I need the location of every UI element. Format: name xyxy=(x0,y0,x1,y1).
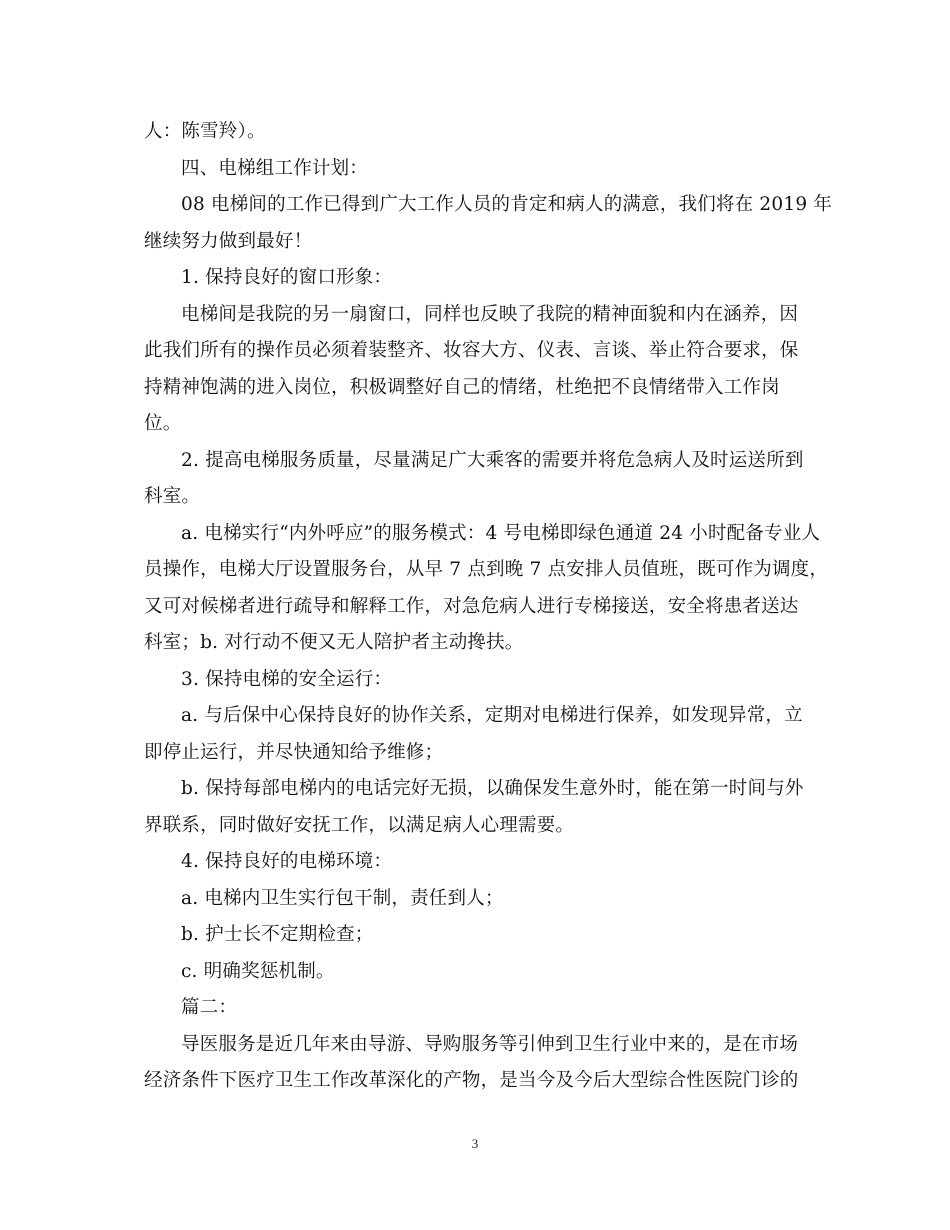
text-line: 经济条件下医疗卫生工作改革深化的产物，是当今及今后大型综合性医院门诊的 xyxy=(144,1070,799,1091)
text-line: 位。 xyxy=(144,413,182,434)
text-line: 科室。 xyxy=(144,486,201,507)
text-line: 08 电梯间的工作已得到广大工作人员的肯定和病人的满意，我们将在 2019 年 xyxy=(181,194,833,215)
text-line: 界联系，同时做好安抚工作，以满足病人心理需要。 xyxy=(144,814,575,836)
text-line: 导医服务是近几年来由导游、导购服务等引伸到卫生行业中来的，是在市场 xyxy=(181,1033,799,1055)
text-line: 即停止运行，并尽快通知给予维修； xyxy=(144,741,444,763)
text-line: 继续努力做到最好！ xyxy=(144,230,313,252)
list-item: b. 护士长不定期检查； xyxy=(181,924,374,945)
text-line: 人：陈雪羚）。 xyxy=(144,121,266,142)
section-heading: 篇二： xyxy=(181,997,238,1018)
text-line: a. 与后保中心保持良好的协作关系，定期对电梯进行保养，如发现异常，立 xyxy=(181,705,803,726)
text-line: b. 保持每部电梯内的电话完好无损，以确保发生意外时，能在第一时间与外 xyxy=(181,778,804,799)
document-body xyxy=(144,114,833,1100)
section-heading: 四、电梯组工作计划： xyxy=(181,157,369,179)
text-line: 员操作，电梯大厅设置服务台，从早 7 点到晚 7 点安排人员值班，既可作为调度， xyxy=(144,559,829,580)
list-item-heading: 2. 提高电梯服务质量，尽量满足广大乘客的需要并将危急病人及时运送所到 xyxy=(181,449,804,471)
text-line: 电梯间是我院的另一扇窗口，同样也反映了我院的精神面貌和内在涵养，因 xyxy=(181,303,799,325)
list-item: c. 明确奖惩机制。 xyxy=(181,960,335,982)
list-item: a. 电梯内卫生实行包干制，责任到人； xyxy=(181,887,504,909)
text-line: 此我们所有的操作员必须着装整齐、妆容大方、仪表、言谈、举止符合要求，保 xyxy=(144,340,799,361)
list-item-heading: 4. 保持良好的电梯环境： xyxy=(181,851,393,872)
list-item-heading: 3. 保持电梯的安全运行： xyxy=(181,668,393,690)
list-item-heading: 1. 保持良好的窗口形象： xyxy=(181,267,393,288)
text-line: 科室；b. 对行动不便又无人陪护者主动搀扶。 xyxy=(144,632,524,653)
text-line: 又可对候梯者进行疏导和解释工作，对急危病人进行专梯接送，安全将患者送达 xyxy=(144,595,799,617)
text-line: a. 电梯实行“内外呼应”的服务模式：4 号电梯即绿色通道 24 小时配备专业人 xyxy=(181,522,821,544)
page-number: 3 xyxy=(471,1136,479,1151)
text-line: 持精神饱满的进入岗位，积极调整好自己的情绪，杜绝把不良情绪带入工作岗 xyxy=(144,376,780,398)
